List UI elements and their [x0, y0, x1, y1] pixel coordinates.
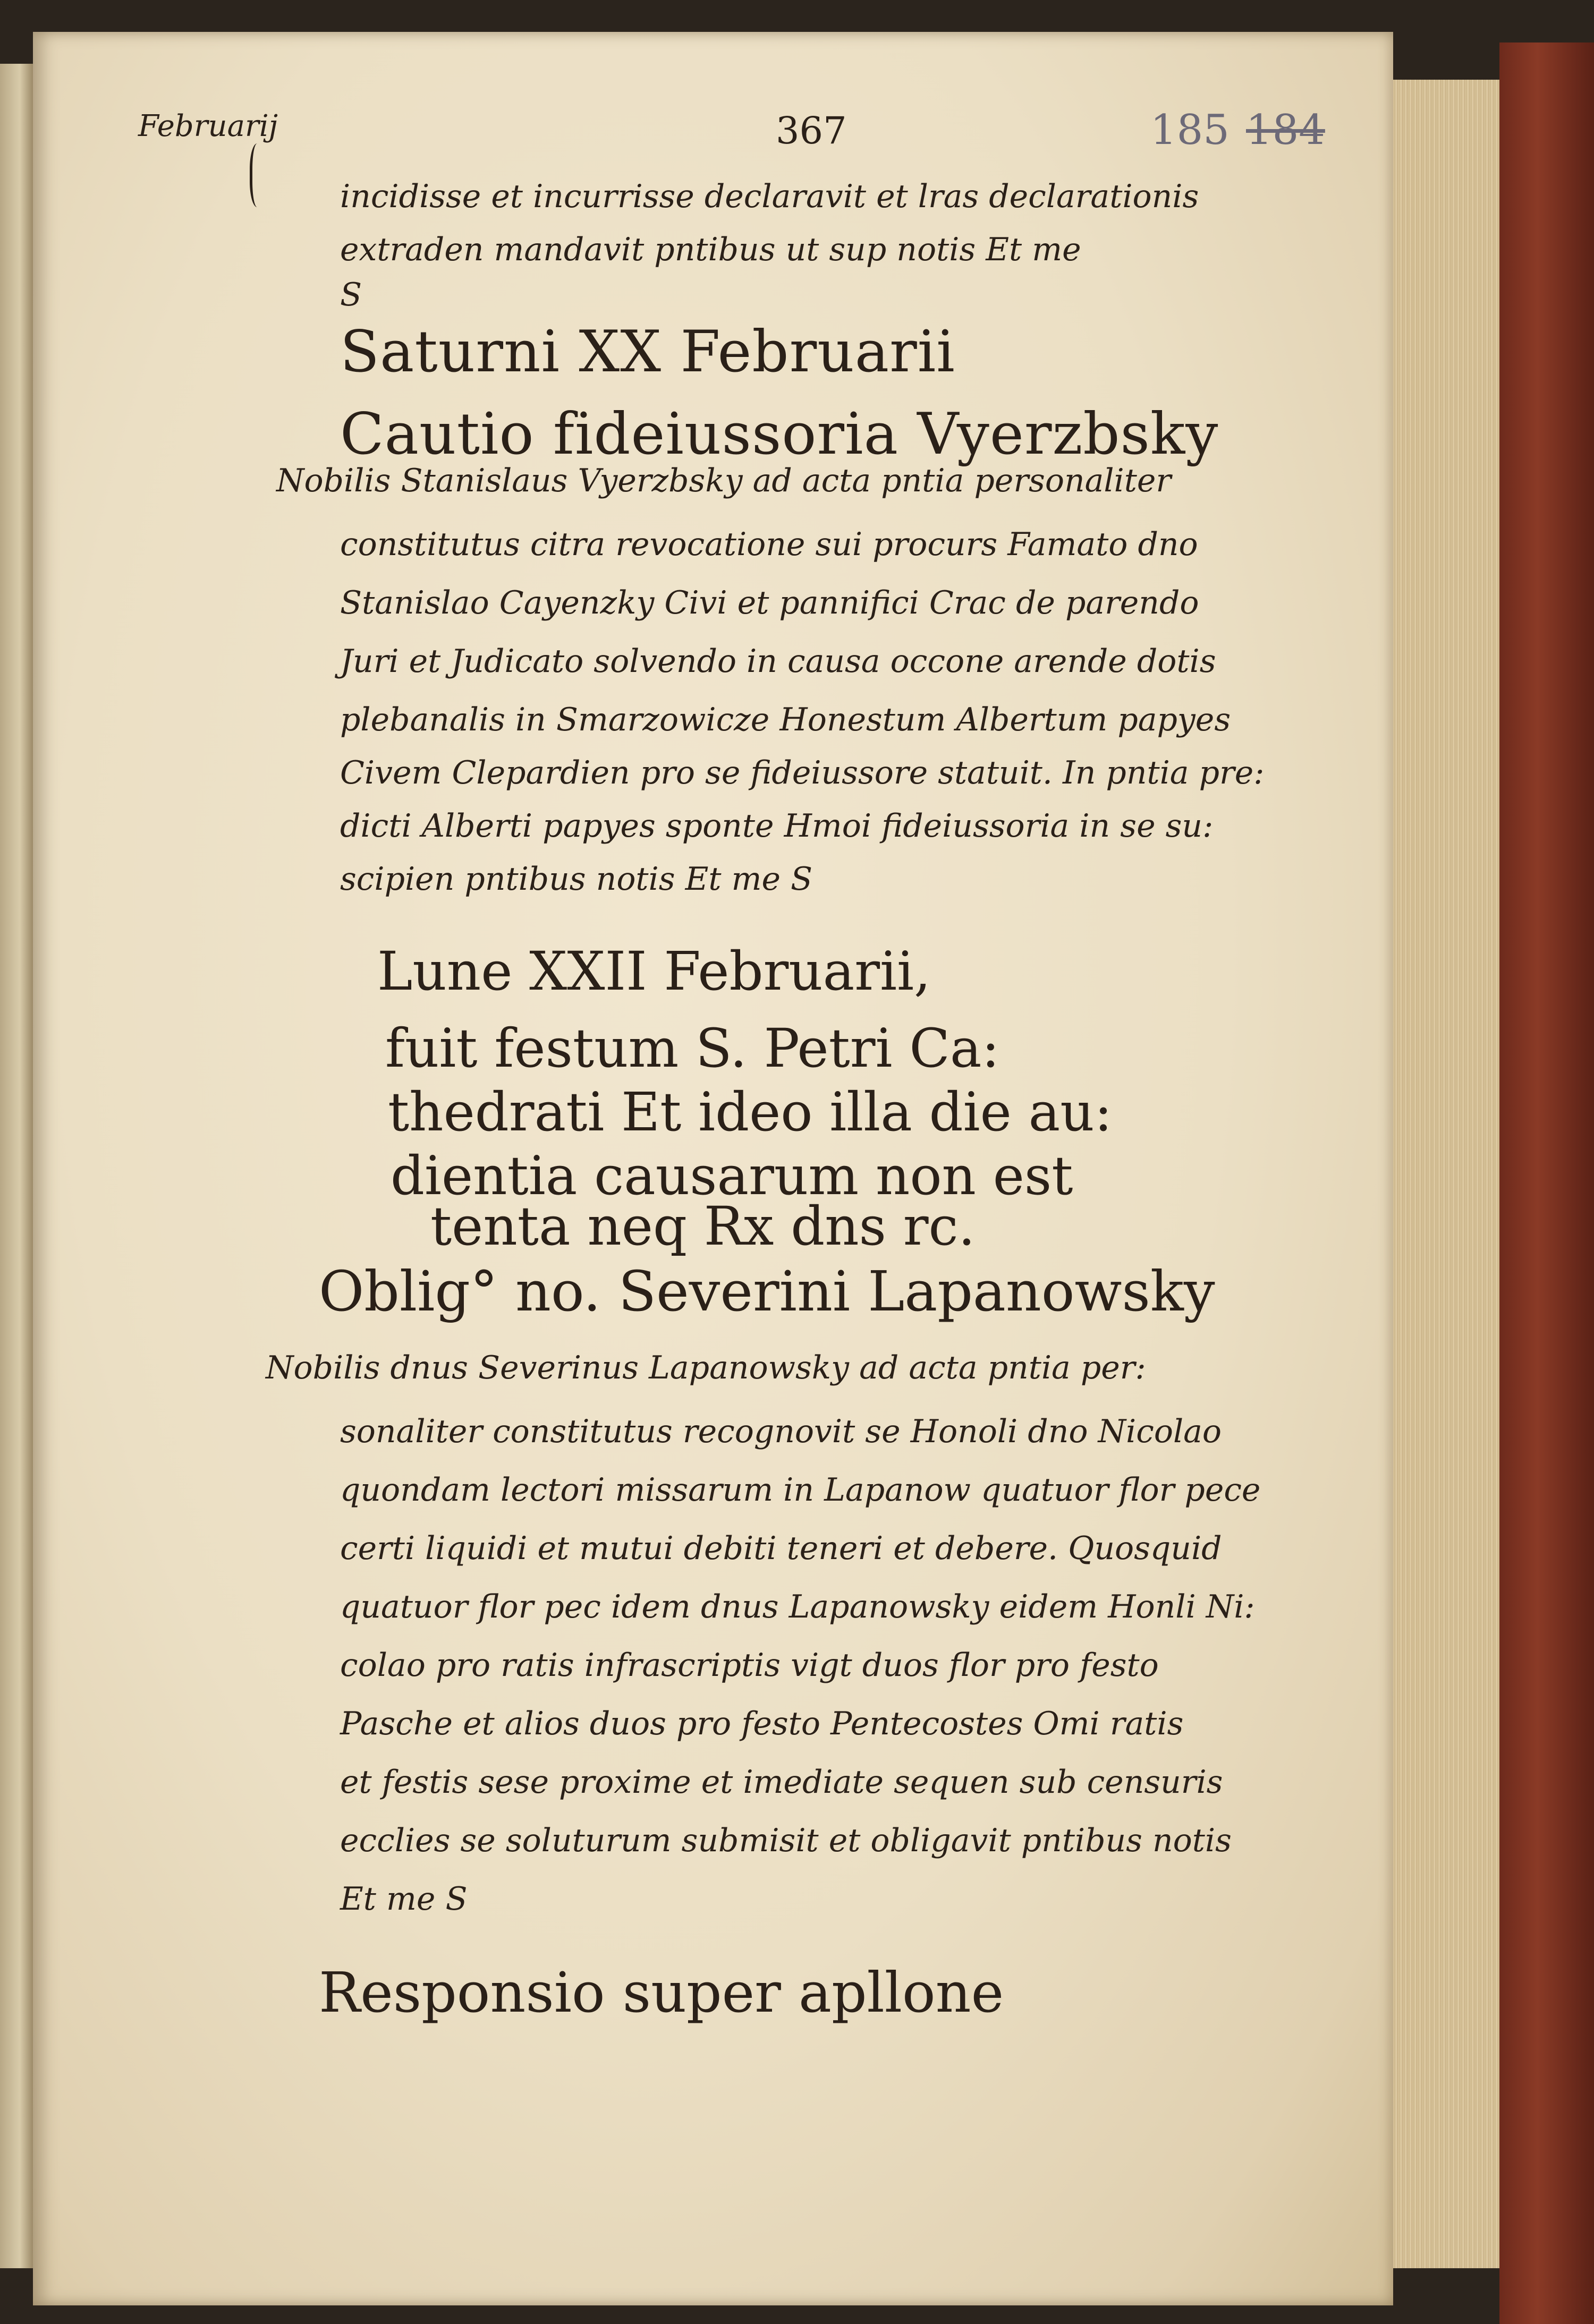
- text-line: Stanislao Cayenzky Civi et pannifici Crac de parendo: [340, 584, 1199, 622]
- text-line: et festis sese proxime et imediate sequen sub censuris: [340, 1764, 1223, 1801]
- date-heading: Saturni XX Februarii: [340, 319, 955, 385]
- text-line: certi liquidi et mutui debiti teneri et debere. Quosquid: [340, 1530, 1222, 1567]
- text-line: Nobilis Stanislaus Vyerzbsky ad acta pntia personaliter: [276, 462, 1172, 499]
- text-line: scipien pntibus notis Et me S: [340, 861, 813, 898]
- leather-binding: [1499, 42, 1594, 2324]
- heading-line: thedrati Et ideo illa die au:: [388, 1081, 1113, 1143]
- text-line: ecclies se soluturum submisit et obligavit pntibus notis: [340, 1822, 1232, 1859]
- text-line: quatuor flor pec idem dnus Lapanowsky eidem Honli Ni:: [340, 1588, 1255, 1625]
- date-heading: Lune XXII Februarii,: [377, 940, 931, 1002]
- text-line: sonaliter constitutus recognovit se Honoli dno Nicolao: [340, 1413, 1222, 1450]
- facing-page-edge: [0, 64, 33, 2268]
- page-block-edges: [1393, 80, 1499, 2268]
- entry-title: Oblig° no. Severini Lapanowsky: [319, 1259, 1215, 1324]
- text-line: extraden mandavit pntibus ut sup notis Et me: [340, 231, 1081, 268]
- text-line: constitutus citra revocatione sui procurs Famato dno: [340, 526, 1198, 563]
- archive-number: 185: [1150, 106, 1230, 154]
- text-line: Nobilis dnus Severinus Lapanowsky ad acta pntia per:: [266, 1349, 1146, 1386]
- text-line: Pasche et alios duos pro festo Pentecostes Omi ratis: [340, 1705, 1184, 1742]
- text-line: Civem Clepardien pro se fideiussore statuit. In pntia pre:: [340, 754, 1265, 791]
- entry-title: Cautio fideiussoria Vyerzbsky: [340, 401, 1219, 467]
- heading-line: tenta neq Rx dns rc.: [430, 1195, 976, 1257]
- heading-line: dientia causarum non est: [391, 1145, 1073, 1207]
- text-line: quondam lectori missarum in Lapanow quatuor flor pece: [340, 1471, 1261, 1509]
- archive-number-cancelled: 184: [1246, 106, 1325, 154]
- margin-note: Februarij: [138, 109, 278, 143]
- text-line: incidisse et incurrisse declaravit et lras declarationis: [340, 178, 1199, 215]
- text-line: S: [340, 276, 362, 313]
- text-line: dicti Alberti papyes sponte Hmoi fideiussoria in se su:: [340, 807, 1214, 845]
- text-line: Et me S: [340, 1880, 468, 1918]
- text-line: Juri et Judicato solvendo in causa occone arende dotis: [340, 643, 1216, 680]
- text-line: colao pro ratis infrascriptis vigt duos flor pro festo: [340, 1647, 1159, 1684]
- text-line: plebanalis in Smarzowicze Honestum Albertum papyes: [340, 701, 1231, 738]
- folio-number: 367: [776, 109, 847, 152]
- entry-title: Responsio super apllone: [319, 1960, 1004, 2025]
- margin-stroke: [250, 143, 268, 207]
- heading-line: fuit festum S. Petri Ca:: [385, 1017, 1000, 1079]
